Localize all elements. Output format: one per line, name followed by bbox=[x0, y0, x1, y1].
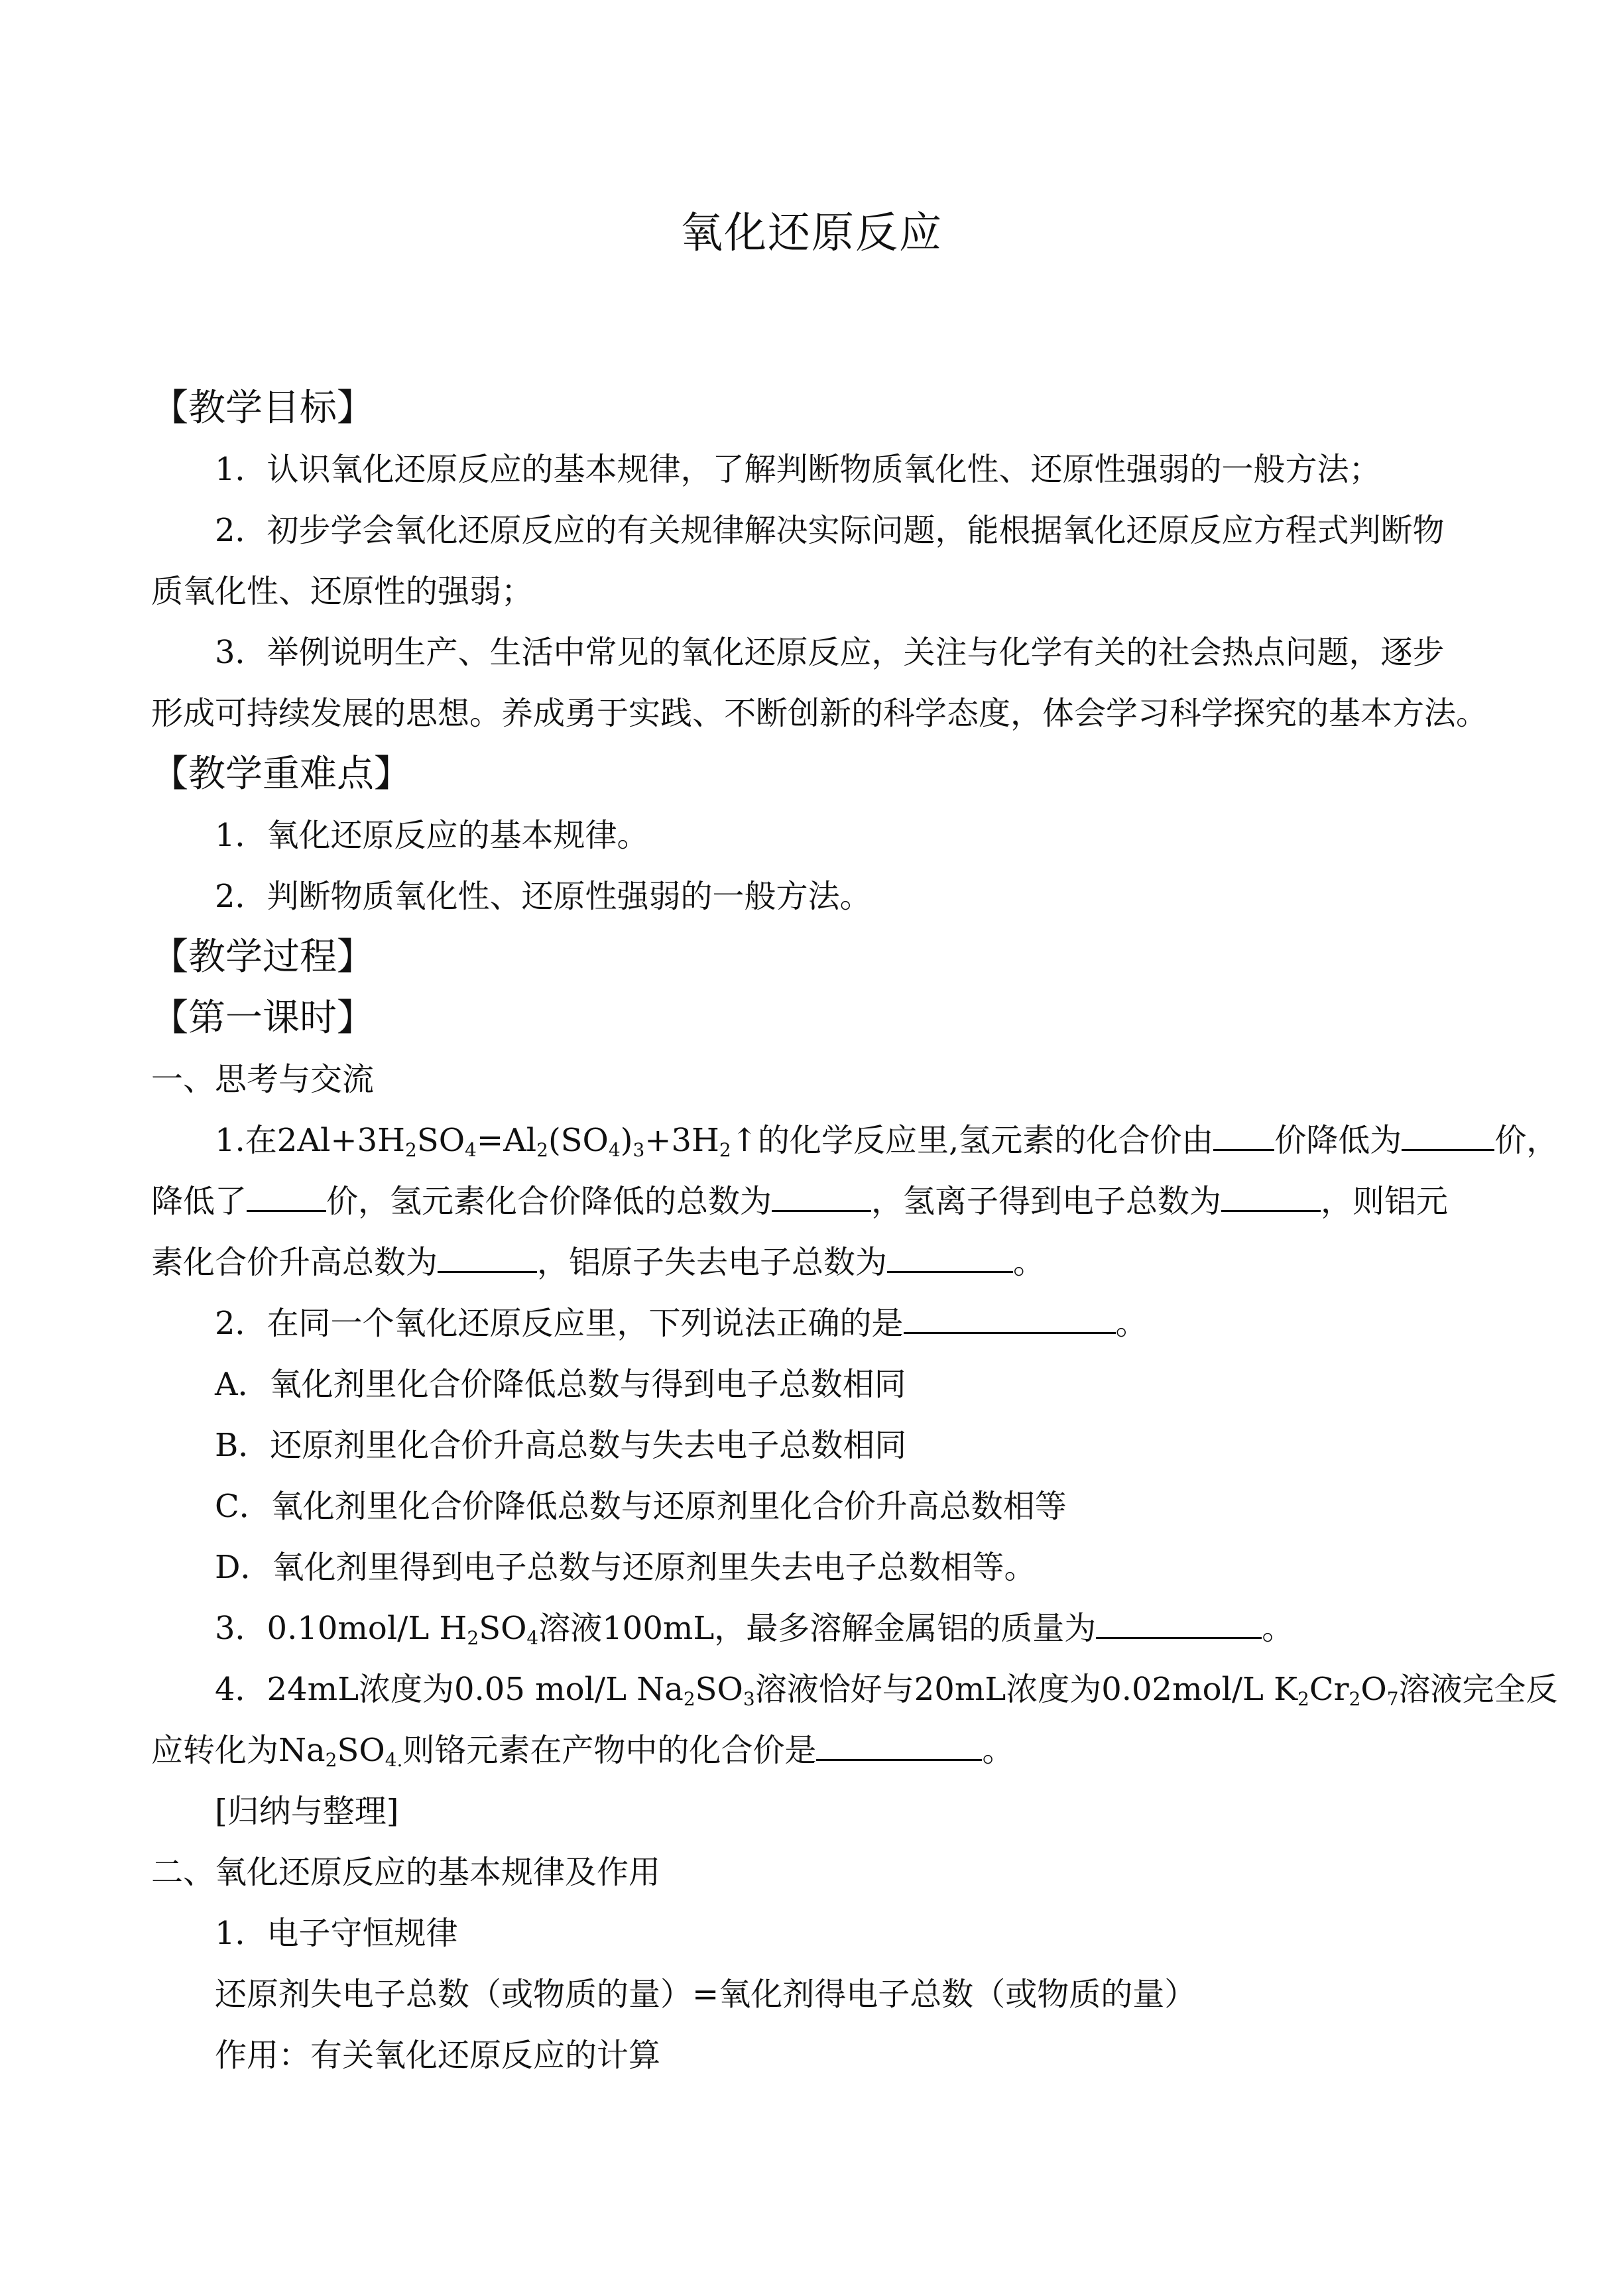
document-body bbox=[151, 378, 1559, 2086]
rule-1-text: 还原剂失电子总数（或物质的量）=氧化剂得电子总数（或物质的量） bbox=[215, 1976, 1197, 2013]
objective-1: 1．认识氧化还原反应的基本规律，了解判断物质氧化性、还原性强弱的一般方法； bbox=[215, 451, 1381, 488]
question-2-stem: 2．在同一个氧化还原反应里，下列说法正确的是 。 bbox=[151, 1293, 1484, 1354]
process-heading: 【教学过程】 bbox=[151, 936, 374, 979]
question-1-line1: 1.在$2Al+3H_2SO_4=Al_2(SO_4)_3+3H_2↑$的化学反应里,氢元素的化合价由 价降低为 价， bbox=[151, 1110, 1484, 1171]
section1-heading: 一、思考与交流 bbox=[151, 1061, 375, 1098]
objective-2a: 2．初步学会氧化还原反应的有关规律解决实际问题，能根据氧化还原反应方程式判断物 bbox=[215, 512, 1445, 549]
answer-blank[interactable] bbox=[1221, 1176, 1321, 1212]
section2-heading: 二、氧化还原反应的基本规律及作用 bbox=[151, 1854, 661, 1891]
option-c: C．氧化剂里化合价降低总数与还原剂里化合价升高总数相等 bbox=[215, 1488, 1067, 1525]
objective-3a: 3．举例说明生产、生活中常见的氧化还原反应，关注与化学有关的社会热点问题，逐步 bbox=[215, 634, 1445, 671]
objectives-heading: 【教学目标】 bbox=[151, 387, 374, 430]
option-d: D．氧化剂里得到电子总数与还原剂里失去电子总数相等。 bbox=[215, 1549, 1036, 1586]
question-1-line3: 素化合价升高总数为 ，铝原子失去电子总数为 。 bbox=[151, 1232, 1484, 1293]
objective-2b: 质氧化性、还原性的强弱； bbox=[151, 573, 534, 610]
question-3: 3．0.10mol/L $H_2SO_4$溶液100mL，最多溶解金属铝的质量为 。 bbox=[151, 1598, 1484, 1659]
option-a: A．氧化剂里化合价降低总数与得到电子总数相同 bbox=[215, 1366, 906, 1403]
answer-blank[interactable] bbox=[772, 1176, 871, 1212]
answer-blank[interactable] bbox=[247, 1176, 326, 1212]
lesson-heading: 【第一课时】 bbox=[151, 997, 374, 1040]
option-b: B．还原剂里化合价升高总数与失去电子总数相同 bbox=[215, 1427, 907, 1464]
answer-blank[interactable] bbox=[887, 1237, 1013, 1273]
answer-blank[interactable] bbox=[1096, 1602, 1262, 1639]
answer-blank[interactable] bbox=[904, 1298, 1116, 1334]
objective-3b: 形成可持续发展的思想。养成勇于实践、不断创新的科学态度，体会学习科学探究的基本方法。 bbox=[151, 695, 1488, 732]
answer-blank[interactable] bbox=[1213, 1115, 1274, 1151]
answer-blank[interactable] bbox=[816, 1724, 982, 1761]
page-title: 氧化还原反应 bbox=[680, 209, 943, 258]
rule-1-title: 1．电子守恒规律 bbox=[215, 1915, 458, 1952]
key-points-heading: 【教学重难点】 bbox=[151, 753, 411, 796]
key-point-1: 1．氧化还原反应的基本规律。 bbox=[215, 817, 649, 854]
answer-blank[interactable] bbox=[438, 1237, 537, 1273]
rule-1-use: 作用：有关氧化还原反应的计算 bbox=[215, 2037, 661, 2074]
summary-label: [归纳与整理] bbox=[215, 1793, 399, 1830]
question-1-line2: 降低了 价，氢元素化合价降低的总数为 ，氢离子得到电子总数为 ，则铝元 bbox=[151, 1171, 1484, 1232]
key-point-2: 2．判断物质氧化性、还原性强弱的一般方法。 bbox=[215, 878, 872, 915]
question-4-line2: 应转化为$Na_2SO_{4.}$则铬元素在产物中的化合价是 。 bbox=[151, 1720, 1484, 1781]
question-4-line1: 4．24mL浓度为0.05 mol/L $Na_2SO_3$溶液恰好与20mL浓度为0.02mol/L $K_2Cr_2O_7$溶液完全反 bbox=[215, 1671, 1558, 1710]
answer-blank[interactable] bbox=[1402, 1115, 1494, 1151]
